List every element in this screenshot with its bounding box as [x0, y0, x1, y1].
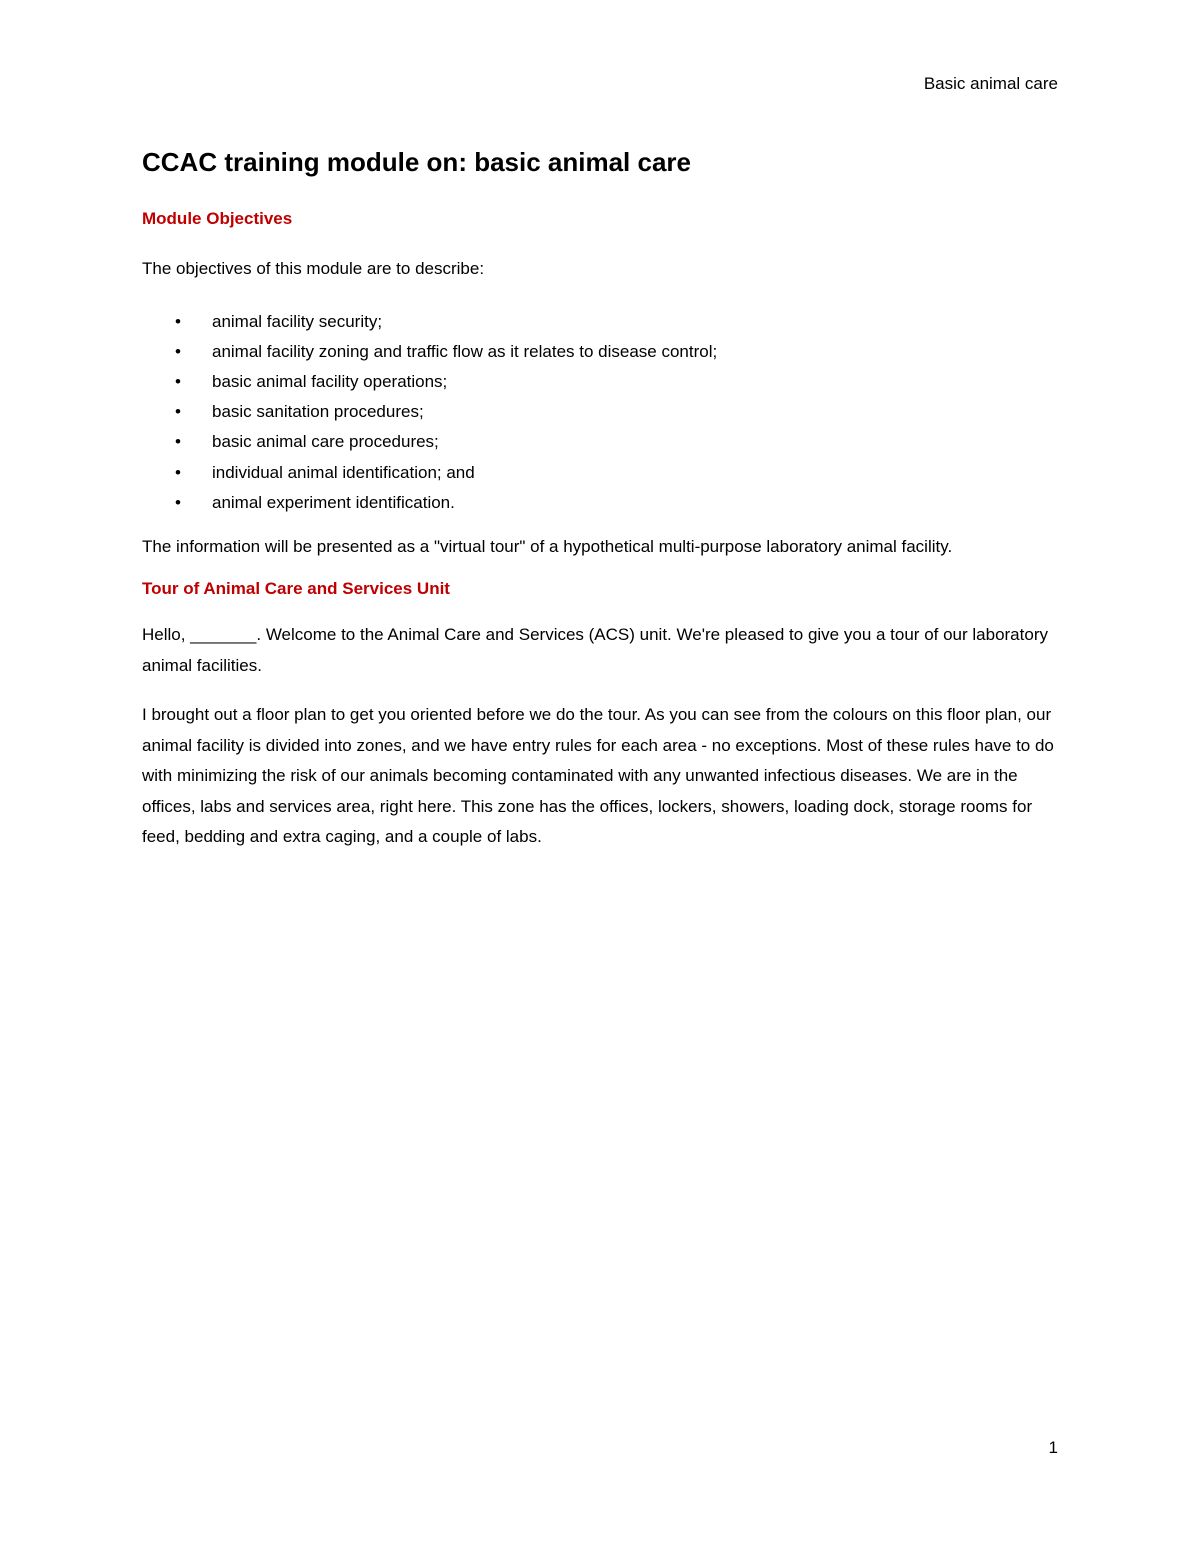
objective-text: basic animal facility operations;	[212, 371, 448, 391]
bullet-icon: •	[175, 462, 181, 482]
bullet-icon: •	[175, 432, 181, 452]
objective-item	[142, 397, 1062, 427]
tour-heading: Tour of Animal Care and Services Unit	[142, 579, 450, 599]
module-objectives-heading: Module Objectives	[142, 209, 293, 228]
objective-item	[142, 488, 1062, 518]
objective-item	[142, 427, 1062, 457]
objective-text: animal experiment identification.	[212, 492, 455, 512]
objective-text: individual animal identification; and	[212, 462, 475, 482]
objective-text: basic animal care procedures;	[212, 432, 439, 452]
page-content	[142, 140, 1062, 853]
running-header: Basic animal care	[923, 74, 1058, 93]
welcome-paragraph: Hello, _______. Welcome to the Animal Care and Services (ACS) unit. We're pleased to give you a tour of our laboratory animal facilities.	[142, 625, 1048, 675]
objective-item	[142, 337, 1062, 367]
bullet-icon: •	[175, 492, 181, 512]
bullet-icon: •	[175, 402, 181, 422]
objective-item	[142, 458, 1062, 488]
document-title: CCAC training module on: basic animal care	[142, 147, 691, 177]
page-number: 1	[1048, 1438, 1058, 1457]
bullet-icon: •	[175, 311, 181, 331]
objective-item	[142, 367, 1062, 397]
objective-item	[142, 307, 1062, 337]
virtual-tour-paragraph: The information will be presented as a "virtual tour" of a hypothetical multi-purpose laboratory animal facility.	[142, 536, 953, 556]
objectives-intro: The objectives of this module are to describe:	[142, 259, 485, 278]
objective-text: animal facility zoning and traffic flow as it relates to disease control;	[212, 341, 718, 361]
objective-text: basic sanitation procedures;	[212, 402, 424, 422]
bullet-icon: •	[175, 371, 181, 391]
objective-text: animal facility security;	[212, 311, 383, 331]
bullet-icon: •	[175, 341, 181, 361]
floor-plan-paragraph: I brought out a floor plan to get you oriented before we do the tour. As you can see from the colours on this floor plan, our animal facility is divided into zones, and we have entry rules for each area - no exceptions. Most of these rules have to do with minimizing the risk of our animals becoming contaminated with any unwanted infectious diseases. We are in the offices, labs and services area, right here. This zone has the offices, lockers, showers, loading dock, storage rooms for feed, bedding and extra caging, and a couple of labs.	[142, 705, 1054, 847]
objectives-list	[142, 307, 1062, 518]
